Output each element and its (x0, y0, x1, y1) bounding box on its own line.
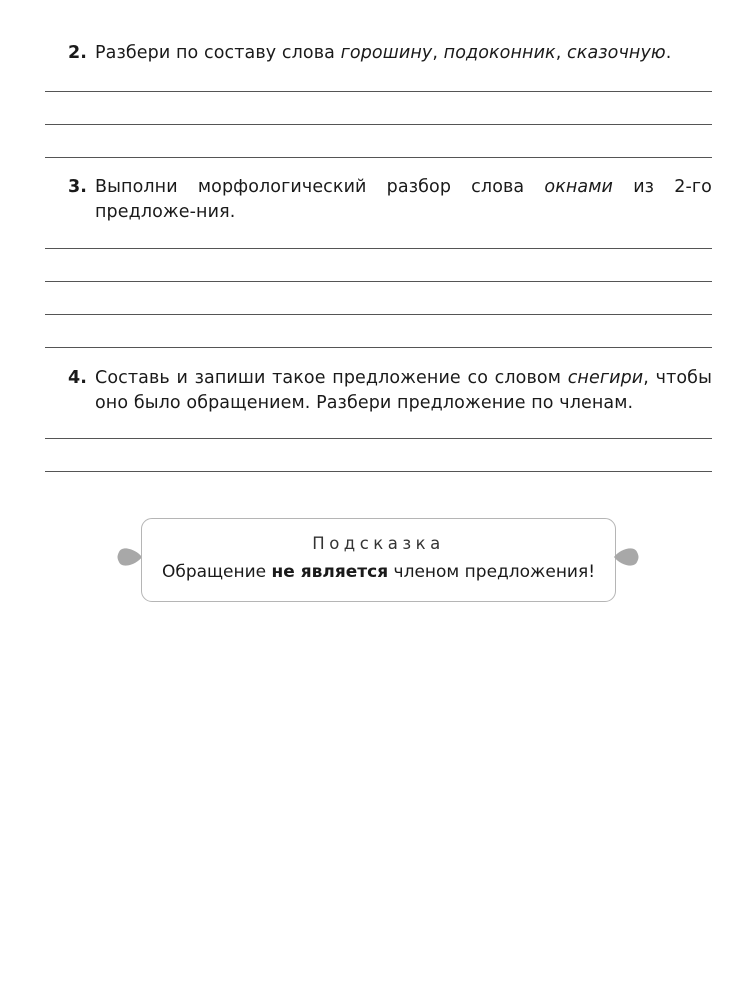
word-italic: сказочную (567, 43, 666, 63)
answer-line[interactable] (45, 314, 712, 315)
pin-right-icon (614, 546, 640, 568)
word-italic: горошину (340, 43, 433, 63)
task-4 (68, 366, 712, 416)
pin-left-icon (116, 546, 142, 568)
task-2 (68, 41, 712, 66)
task-number: 3. (68, 177, 88, 197)
answer-line[interactable] (45, 248, 712, 249)
answer-line[interactable] (45, 157, 712, 158)
answer-line[interactable] (45, 281, 712, 282)
hint-title: Подсказка (312, 534, 445, 553)
task-number: 2. (68, 43, 88, 63)
task-3 (68, 175, 712, 225)
hint-box (141, 518, 616, 602)
answer-line[interactable] (45, 91, 712, 92)
word-italic: снегири (567, 368, 644, 388)
task-text: Составь и запиши такое предложение со словом снегири, чтобы оно было обращением. Разбери предложение по членам. (95, 368, 712, 413)
word-italic: подоконник (443, 43, 556, 63)
hint-text: Обращение не является членом предложения! (161, 562, 596, 582)
answer-line[interactable] (45, 124, 712, 125)
task-text: Выполни морфологический разбор слова окнами из 2-го предложе-ния. (95, 177, 712, 222)
answer-line[interactable] (45, 347, 712, 348)
hint-bold-text: не является (271, 562, 389, 582)
task-number: 4. (68, 368, 88, 388)
hint-banner (113, 518, 643, 602)
answer-line[interactable] (45, 471, 712, 472)
word-italic: окнами (544, 177, 614, 197)
answer-line[interactable] (45, 438, 712, 439)
task-text: Разбери по составу слова горошину, подоконник, сказочную. (95, 43, 672, 63)
